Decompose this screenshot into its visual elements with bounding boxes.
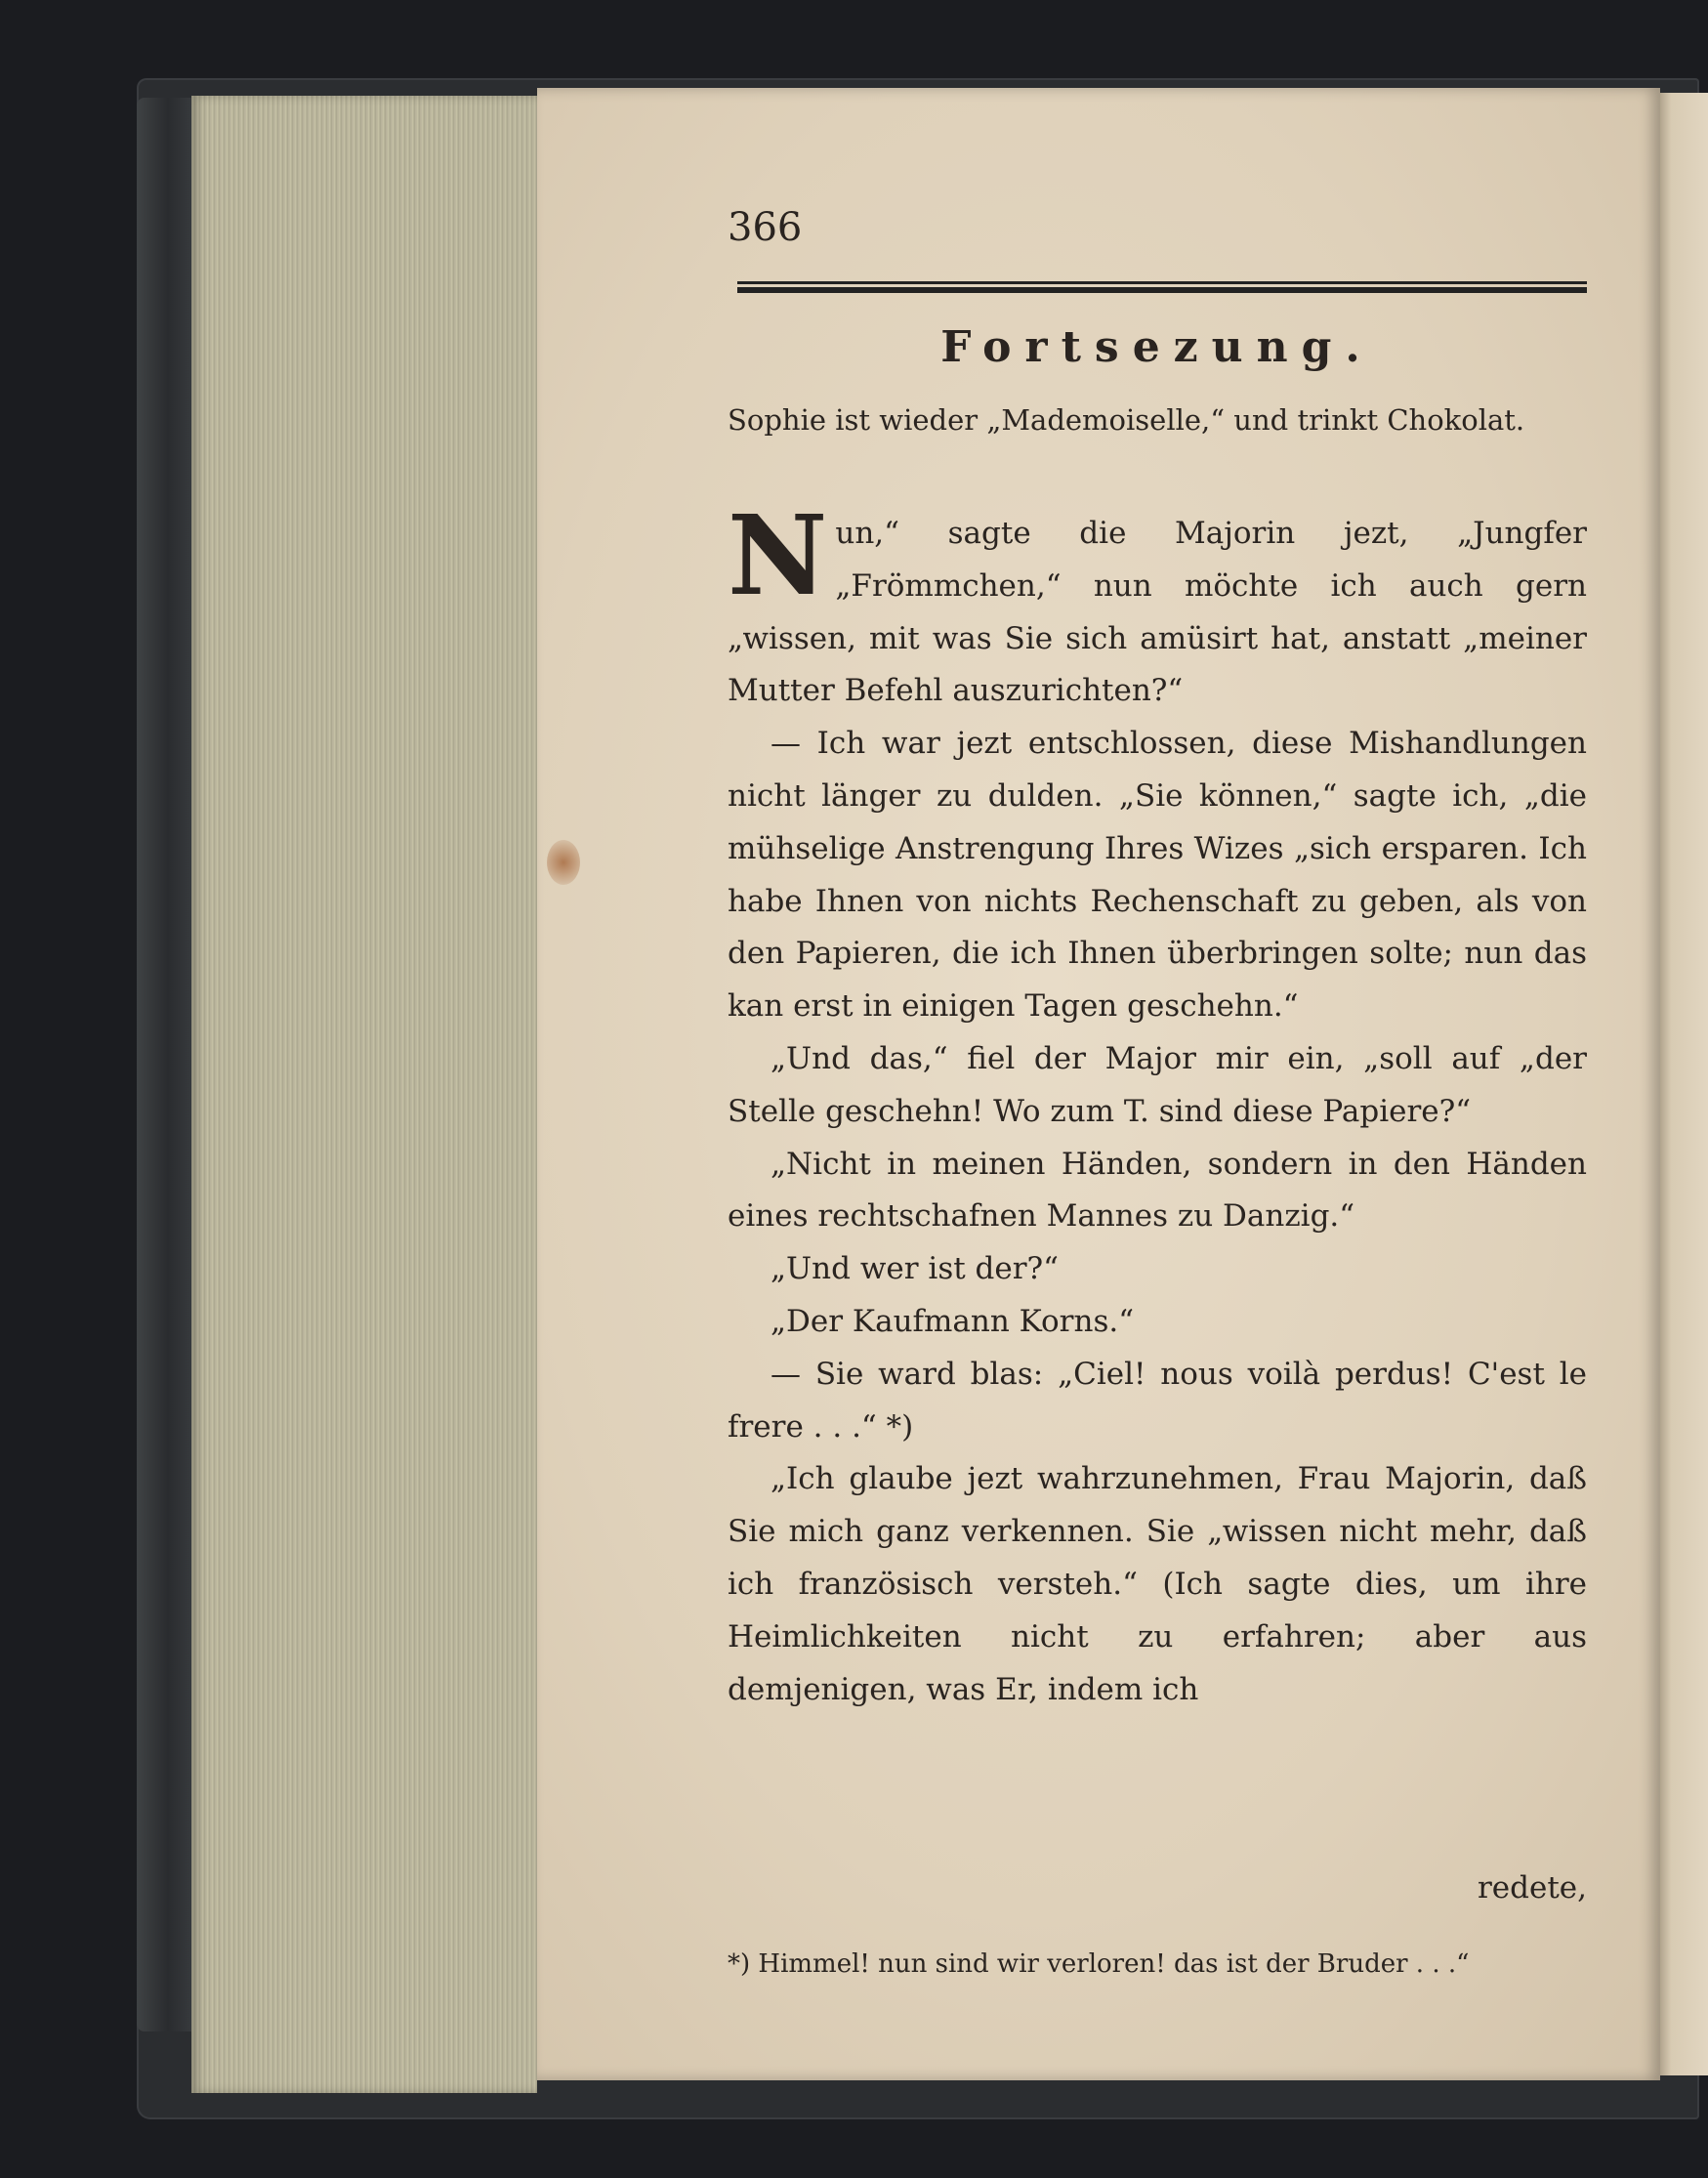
drop-cap: N <box>728 492 828 620</box>
chapter-heading: Fortsezung. <box>940 322 1374 372</box>
paragraph-2: — Ich war jezt entschlossen, diese Mishandlungen nicht länger zu dulden. „Sie können,“ sagte ich, „die mühselige Anstrengung Ihres Wizes „sich ersparen. Ich habe Ihnen von nichts Rechenschaft zu geben, als von den Papieren, die ich Ihnen überbringen solte; nun das kan erst in einigen Tagen geschehn.“ <box>728 726 1587 1025</box>
footnote: *) Himmel! nun sind wir verloren! das ist der Bruder . . .“ <box>728 1949 1470 1979</box>
body-text <box>728 492 1587 1716</box>
paragraph-5: „Und wer ist der?“ <box>771 1251 1060 1287</box>
facing-page-edge <box>1655 93 1708 2075</box>
header-rule <box>737 281 1587 293</box>
page-number: 366 <box>728 205 803 250</box>
chapter-summary: Sophie ist wieder „Mademoiselle,“ und trinkt Chokolat. <box>728 403 1525 437</box>
paragraph-8: „Ich glaube jezt wahrzunehmen, Frau Majorin, daß Sie mich ganz verkennen. Sie „wissen nicht mehr, daß ich französisch versteh.“ (Ich sagte dies, um ihre Heimlichkeiten nicht zu erfahren; aber aus demjenigen, was Er, indem ich <box>728 1461 1587 1707</box>
paragraph-4: „Nicht in meinen Händen, sondern in den Händen eines rechtschafnen Mannes zu Danzig.“ <box>728 1146 1587 1235</box>
paragraph-6: „Der Kaufmann Korns.“ <box>771 1303 1135 1339</box>
paragraph-1 <box>728 492 1587 718</box>
paper-stain <box>547 840 580 885</box>
paragraph-3: „Und das,“ fiel der Major mir ein, „soll auf „der Stelle geschehn! Wo zum T. sind diese Papiere?“ <box>728 1040 1587 1129</box>
book-spine <box>137 98 199 2031</box>
page-edges <box>191 96 537 2093</box>
paragraph-1-text: un,“ sagte die Majorin jezt, „Jungfer „Frömmchen,“ nun möchte ich auch gern „wissen, mit was Sie sich amüsirt hat, anstatt „meiner Mutter Befehl auszurichten?“ <box>728 516 1587 709</box>
catchword: redete, <box>1477 1870 1587 1906</box>
paragraph-7: — Sie ward blas: „Ciel! nous voilà perdus! C'est le frere . . .“ *) <box>728 1356 1587 1445</box>
